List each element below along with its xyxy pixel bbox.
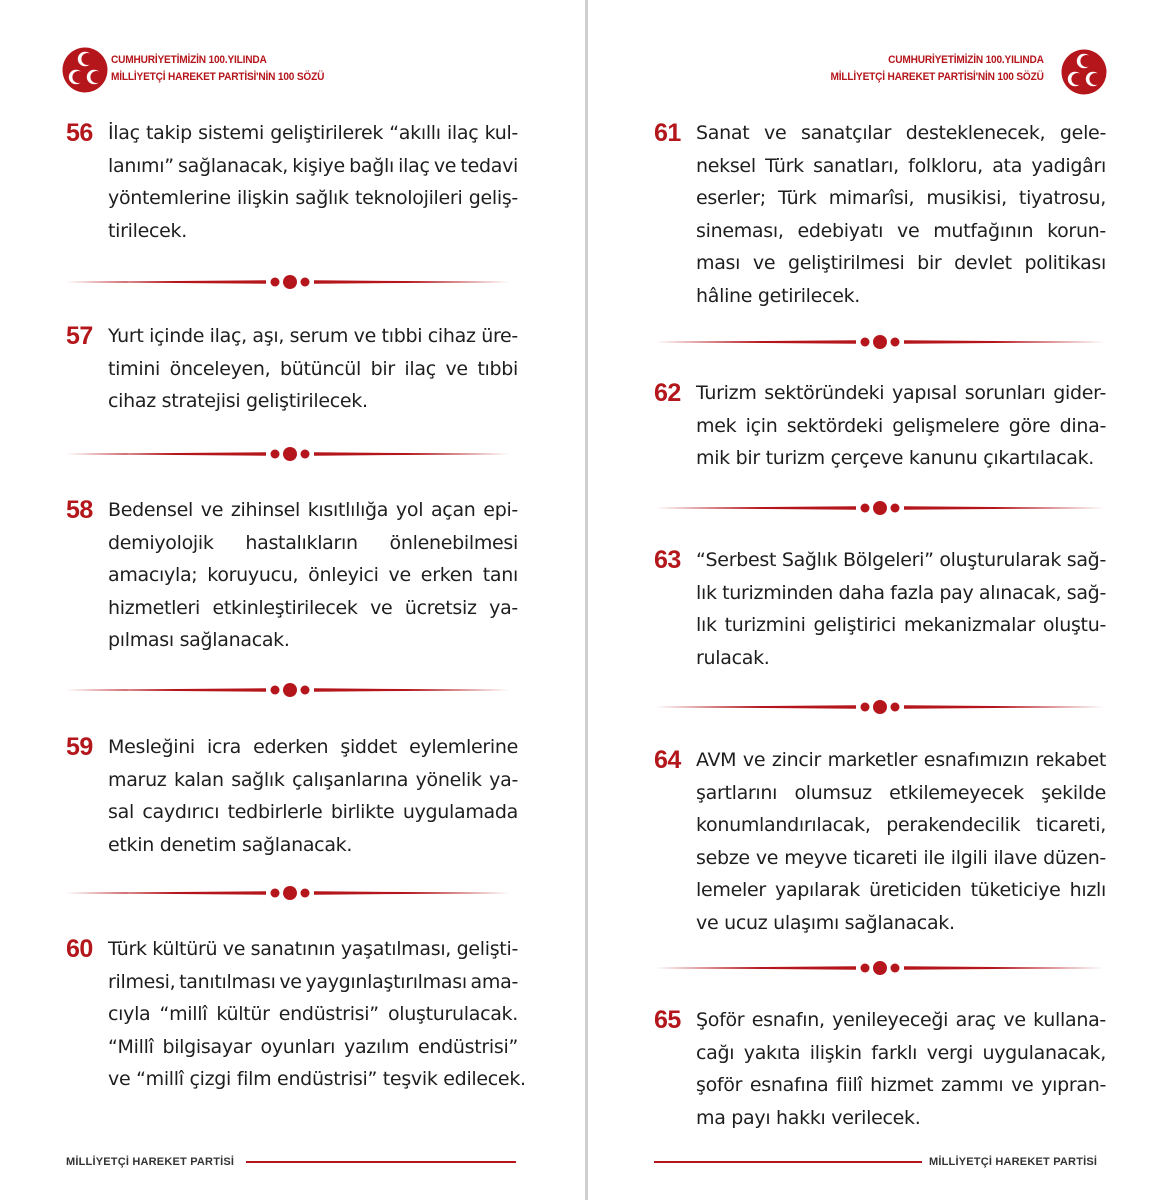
promise-number: 61: [654, 119, 681, 147]
text-line: şartlarını olumsuz etkilemeyecek şekilde: [696, 781, 1106, 804]
text-line: sal caydırıcı tedbirlerle birlikte uygulamada: [108, 801, 518, 823]
text-line: eserler; Türk mimarîsi, musikisi, tiyatrosu,: [696, 187, 1106, 209]
text-line: ma payı hakkı verilecek.: [696, 1106, 921, 1129]
text-line: lanımı” sağlanacak, kişiye bağlı ilaç ve tedavi: [108, 154, 518, 177]
promise-number: 59: [66, 733, 93, 761]
text-line: pılması sağlanacak.: [108, 629, 290, 651]
promise-text: [696, 1004, 1106, 1134]
text-line: hizmetleri etkinleştirilecek ve ücretsiz ya-: [108, 596, 518, 619]
page-header: [831, 52, 1044, 86]
promise-number: 65: [654, 1006, 681, 1034]
promise-text: [108, 933, 526, 1096]
text-line: ve “millî çizgi film endüstrisi” teşvik edilecek.: [108, 1068, 526, 1090]
text-line: ve ucuz ulaşımı sağlanacak.: [696, 911, 955, 934]
text-line: Sanat ve sanatçılar desteklenecek, gele-: [696, 122, 1106, 144]
text-line: cihaz stratejisi geliştirilecek.: [108, 390, 368, 412]
promise-text: [696, 117, 1106, 312]
ornamental-divider-icon: [656, 699, 1104, 715]
footer-party-name: MİLLİYETÇİ HAREKET PARTİSİ: [929, 1156, 1098, 1168]
promise-number: 58: [66, 496, 93, 524]
ornamental-divider-icon: [66, 274, 514, 290]
promise-number: 64: [654, 746, 681, 774]
text-line: etkin denetim sağlanacak.: [108, 833, 353, 856]
promise-text: [108, 494, 518, 657]
text-line: Turizm sektöründeki yapısal sorunları gider-: [696, 382, 1106, 404]
text-line: Şoför esnafın, yenileyeceği araç ve kullana-: [696, 1009, 1106, 1031]
page-header: [111, 52, 324, 86]
three-crescent-logo-icon: [62, 47, 108, 93]
text-line: sebze ve meyve ticareti ile ilgili ilave düzen-: [696, 846, 1106, 869]
text-line: mik bir turizm çerçeve kanunu çıkartılacak.: [696, 447, 1095, 469]
text-line: yöntemlerine ilişkin sağlık teknolojileri geliş-: [108, 187, 518, 209]
promise-number: 63: [654, 546, 681, 574]
text-line: tirilecek.: [108, 219, 187, 242]
promise-number: 57: [66, 322, 93, 350]
header-line-1: CUMHURİYETİMİZİN 100.YILINDA: [111, 54, 267, 66]
text-line: neksel Türk sanatları, folkloru, ata yadigârı: [696, 154, 1106, 177]
text-line: ması ve geliştirilmesi bir devlet politikası: [696, 252, 1106, 274]
text-line: cağı yakıta ilişkin farklı vergi uygulanacak,: [696, 1041, 1106, 1064]
ornamental-divider-icon: [656, 960, 1104, 976]
text-line: Türk kültürü ve sanatının yaşatılması, gelişti-: [108, 938, 518, 960]
text-line: Yurt içinde ilaç, aşı, serum ve tıbbi cihaz üre-: [108, 325, 518, 347]
text-line: İlaç takip sistemi geliştirilerek “akıllı ilaç kul-: [108, 122, 518, 144]
promise-number: 56: [66, 119, 93, 147]
ornamental-divider-icon: [66, 682, 514, 698]
text-line: Mesleğini icra ederken şiddet eylemlerine: [108, 736, 518, 758]
text-line: “Millî bilgisayar oyunları yazılım endüstrisi”: [108, 1035, 518, 1058]
promise-text: [108, 320, 518, 418]
ornamental-divider-icon: [66, 446, 514, 462]
text-line: AVM ve zincir marketler esnafımızın rekabet: [696, 749, 1106, 771]
promise-text: [696, 377, 1106, 475]
promise-text: [696, 544, 1106, 674]
three-crescent-logo-icon: [1061, 49, 1107, 95]
header-line-2: MİLLİYETÇİ HAREKET PARTİSİ'NİN 100 SÖZÜ: [111, 71, 325, 83]
text-line: timini önceleyen, bütüncül bir ilaç ve tıbbi: [108, 357, 518, 380]
text-line: cıyla “millî kültür endüstrisi” oluşturulacak.: [108, 1003, 518, 1025]
footer-rule: [246, 1161, 516, 1163]
ornamental-divider-icon: [656, 334, 1104, 350]
header-line-2: MİLLİYETÇİ HAREKET PARTİSİ'NİN 100 SÖZÜ: [830, 71, 1044, 83]
text-line: demiyolojik hastalıkların önlenebilmesi: [108, 531, 518, 554]
promise-number: 62: [654, 379, 681, 407]
text-line: hâline getirilecek.: [696, 284, 861, 307]
footer-party-name: MİLLİYETÇİ HAREKET PARTİSİ: [66, 1156, 235, 1168]
promise-number: 60: [66, 935, 93, 963]
ornamental-divider-icon: [66, 885, 514, 901]
text-line: “Serbest Sağlık Bölgeleri” oluşturularak sağ-: [696, 549, 1106, 571]
promise-text: [108, 117, 518, 247]
text-line: sineması, edebiyatı ve mutfağının korun-: [696, 219, 1106, 242]
text-line: rilmesi, tanıtılması ve yaygınlaştırılması ama-: [108, 970, 518, 993]
text-line: lık turizminden daha fazla pay alınacak, sağ-: [696, 581, 1106, 604]
text-line: lık turizmini geliştirici mekanizmalar oluştu-: [696, 614, 1106, 636]
promise-text: [696, 744, 1106, 939]
text-line: amacıyla; koruyucu, önleyici ve erken tanı: [108, 564, 518, 586]
text-line: Bedensel ve zihinsel kısıtlılığa yol açan epi-: [108, 499, 518, 521]
text-line: lemeler yapılarak üreticiden tüketiciye hızlı: [696, 879, 1106, 901]
header-line-1: CUMHURİYETİMİZİN 100.YILINDA: [888, 54, 1044, 66]
text-line: rulacak.: [696, 646, 770, 669]
ornamental-divider-icon: [656, 500, 1104, 516]
text-line: şoför esnafına fiilî hizmet zammı ve yıpran-: [696, 1074, 1106, 1096]
page-spine: [585, 0, 588, 1200]
text-line: mek için sektördeki gelişmelere göre dina-: [696, 414, 1106, 437]
text-line: konumlandırılacak, perakendecilik ticareti,: [696, 814, 1106, 836]
promise-text: [108, 731, 518, 861]
text-line: maruz kalan sağlık çalışanlarına yönelik ya-: [108, 768, 518, 791]
footer-rule: [654, 1161, 922, 1163]
